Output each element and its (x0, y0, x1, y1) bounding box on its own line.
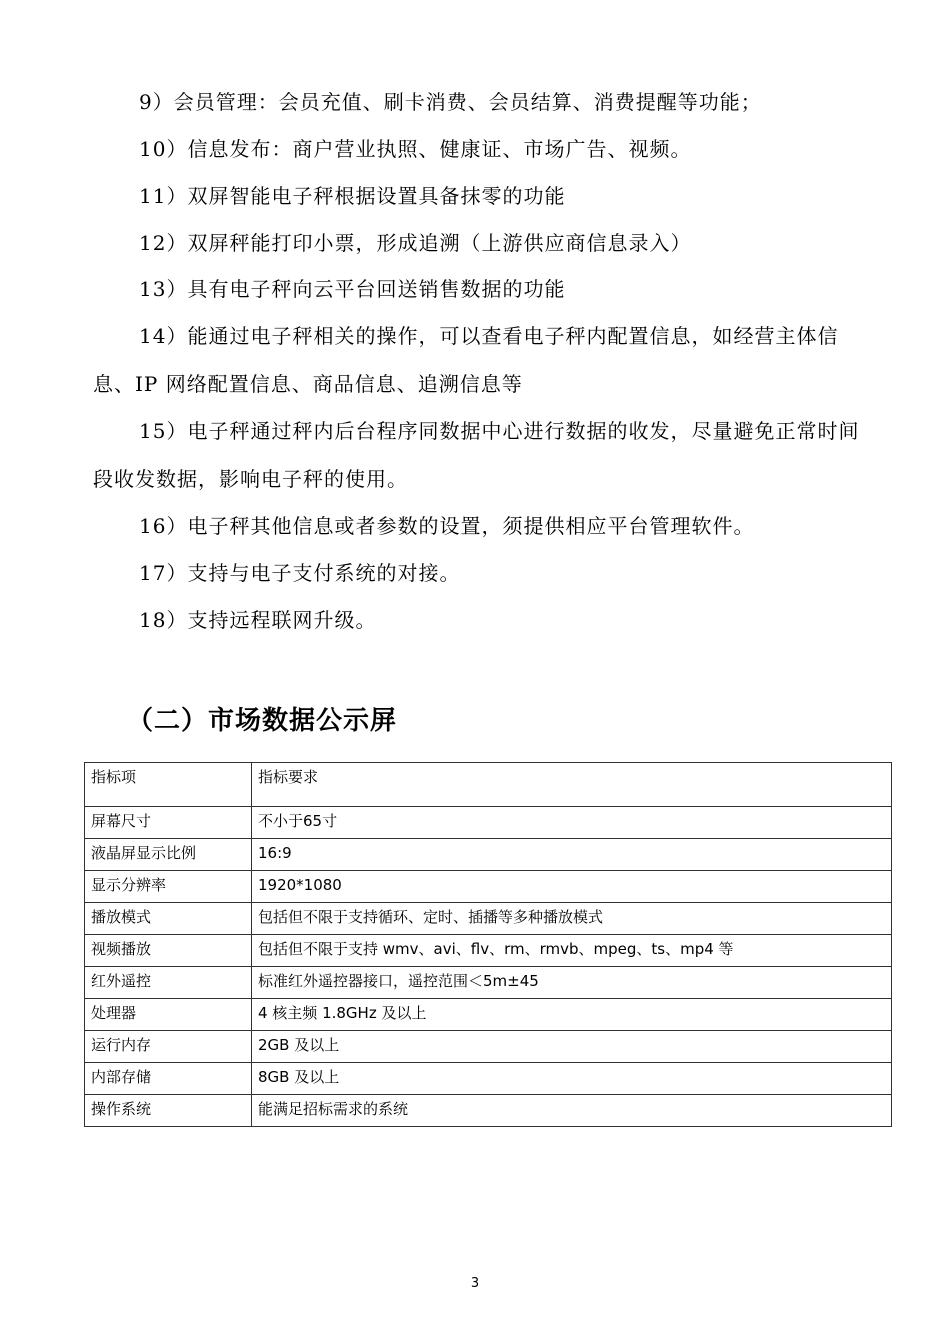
table-cell-requirement: 16:9 (252, 839, 892, 871)
spec-table (84, 762, 892, 1127)
paragraph-14: 14）能通过电子秤相关的操作，可以查看电子秤内配置信息，如经营主体信息、IP 网络配置信息、商品信息、追溯信息等 (93, 324, 839, 396)
table-cell-requirement: 不小于65寸 (252, 807, 892, 839)
table-cell-requirement: 4 核主频 1.8GHz 及以上 (252, 999, 892, 1031)
table-cell-item: 液晶屏显示比例 (85, 839, 252, 871)
table-row (85, 967, 892, 999)
table-cell-item: 红外遥控 (85, 967, 252, 999)
table-row (85, 807, 892, 839)
paragraph-13: 13）具有电子秤向云平台回送销售数据的功能 (139, 277, 566, 301)
table-cell-item: 屏幕尺寸 (85, 807, 252, 839)
paragraph-15: 15）电子秤通过秤内后台程序同数据中心进行数据的收发，尽量避免正常时间段收发数据，影响电子秤的使用。 (93, 419, 860, 491)
table-cell-requirement: 2GB 及以上 (252, 1031, 892, 1063)
table-cell-item: 处理器 (85, 999, 252, 1031)
paragraph-11: 11）双屏智能电子秤根据设置具备抹零的功能 (139, 184, 566, 208)
table-cell-item: 运行内存 (85, 1031, 252, 1063)
table-row (85, 935, 892, 967)
table-cell-item: 操作系统 (85, 1095, 252, 1127)
paragraph-18: 18）支持远程联网升级。 (139, 608, 377, 632)
paragraph-17: 17）支持与电子支付系统的对接。 (139, 561, 461, 585)
table-cell-requirement: 标准红外遥控器接口，遥控范围＜5m±45 (252, 967, 892, 999)
table-cell-requirement: 8GB 及以上 (252, 1063, 892, 1095)
page-number: 3 (470, 1276, 480, 1291)
table-row (85, 871, 892, 903)
section-title: （二）市场数据公示屏 (127, 706, 398, 736)
header-cell-requirement: 指标要求 (252, 763, 892, 807)
table-cell-requirement: 包括但不限于支持 wmv、avi、flv、rm、rmvb、mpeg、ts、mp4 等 (252, 935, 892, 967)
table-row (85, 1063, 892, 1095)
table-cell-item: 视频播放 (85, 935, 252, 967)
table-row (85, 903, 892, 935)
header-cell-item: 指标项 (85, 763, 252, 807)
table-row (85, 1095, 892, 1127)
table-row (85, 839, 892, 871)
table-cell-item: 内部存储 (85, 1063, 252, 1095)
table-cell-item: 显示分辨率 (85, 871, 252, 903)
paragraph-12: 12）双屏秤能打印小票，形成追溯（上游供应商信息录入） (139, 231, 692, 255)
paragraph-16: 16）电子秤其他信息或者参数的设置，须提供相应平台管理软件。 (139, 514, 755, 538)
table-cell-requirement: 1920*1080 (252, 871, 892, 903)
table-row (85, 1031, 892, 1063)
paragraph-9: 9）会员管理：会员充值、刷卡消费、会员结算、消费提醒等功能； (139, 90, 762, 114)
table-cell-requirement: 包括但不限于支持循环、定时、插播等多种播放模式 (252, 903, 892, 935)
paragraph-10: 10）信息发布：商户营业执照、健康证、市场广告、视频。 (139, 137, 692, 161)
table-cell-item: 播放模式 (85, 903, 252, 935)
table-row (85, 999, 892, 1031)
table-cell-requirement: 能满足招标需求的系统 (252, 1095, 892, 1127)
table-header-row (85, 763, 892, 807)
